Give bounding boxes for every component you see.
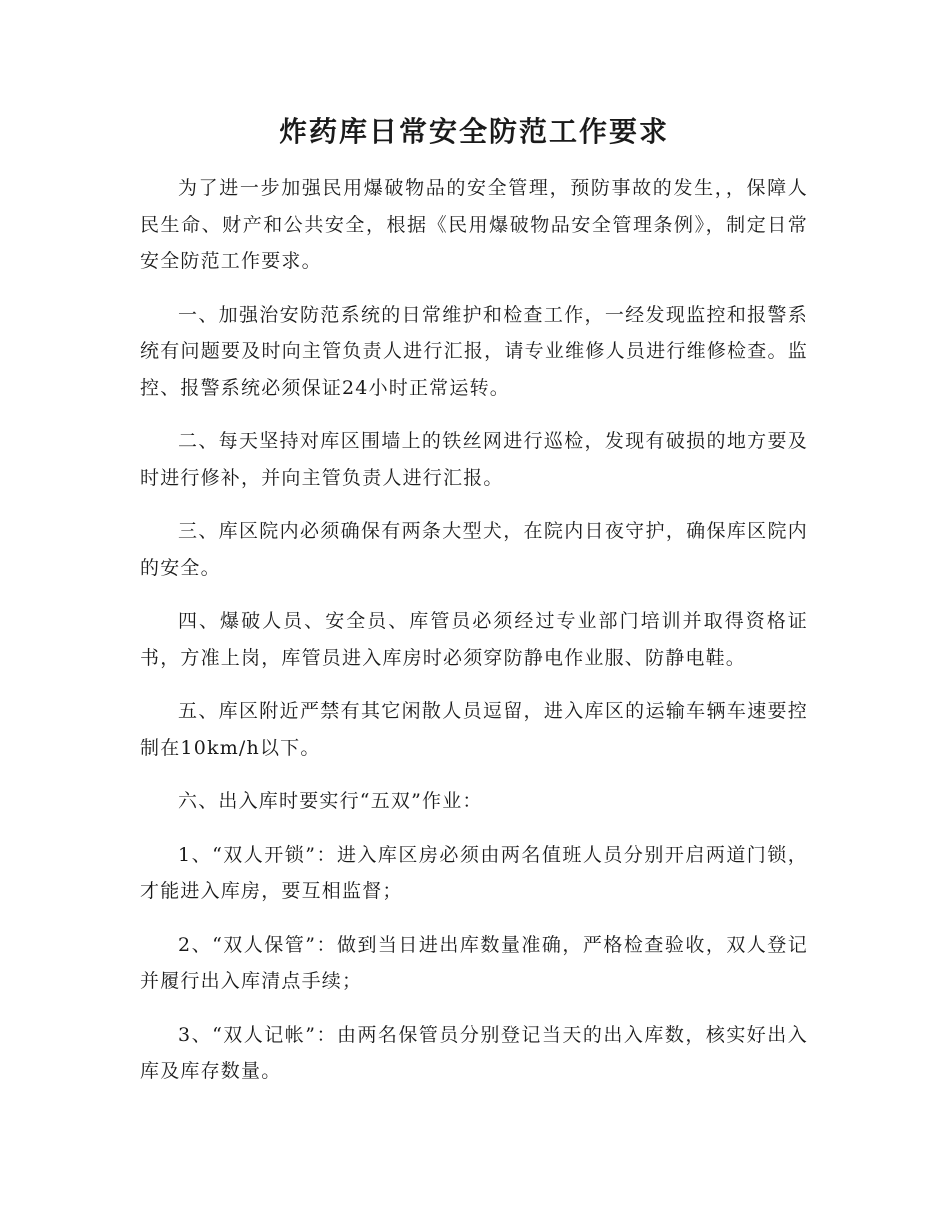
paragraph-6-2: 2、“双人保管”：做到当日进出库数量准确，严格检查验收，双人登记并履行出入库清点手续；	[140, 933, 808, 992]
document-title: 炸药库日常安全防范工作要求	[278, 115, 669, 148]
paragraph-6: 六、出入库时要实行“五双”作业：	[178, 790, 483, 812]
paragraph-5: 五、库区附近严禁有其它闲散人员逗留，进入库区的运输车辆车速要控制在10km/h以下。	[140, 700, 808, 759]
paragraph-6-1: 1、“双人开锁”：进入库区房必须由两名值班人员分别开启两道门锁，才能进入库房，要互相监督；	[140, 843, 808, 902]
document-page	[140, 112, 808, 1107]
paragraph-2: 二、每天坚持对库区围墙上的铁丝网进行巡检，发现有破损的地方要及时进行修补，并向主管负责人进行汇报。	[140, 430, 808, 489]
paragraph-1: 一、加强治安防范系统的日常维护和检查工作，一经发现监控和报警系统有问题要及时向主管负责人进行汇报，请专业维修人员进行维修检查。监控、报警系统必须保证24小时正常运转。	[140, 303, 808, 399]
paragraph-intro: 为了进一步加强民用爆破物品的安全管理，预防事故的发生，，保障人民生命、财产和公共安全，根据《民用爆破物品安全管理条例》，制定日常安全防范工作要求。	[140, 177, 808, 272]
paragraph-3: 三、库区院内必须确保有两条大型犬，在院内日夜守护，确保库区院内的安全。	[140, 520, 808, 579]
paragraph-6-3: 3、“双人记帐”：由两名保管员分别登记当天的出入库数，核实好出入库及库存数量。	[140, 1023, 808, 1082]
paragraph-4: 四、爆破人员、安全员、库管员必须经过专业部门培训并取得资格证书，方准上岗，库管员进入库房时必须穿防静电作业服、防静电鞋。	[140, 610, 808, 669]
